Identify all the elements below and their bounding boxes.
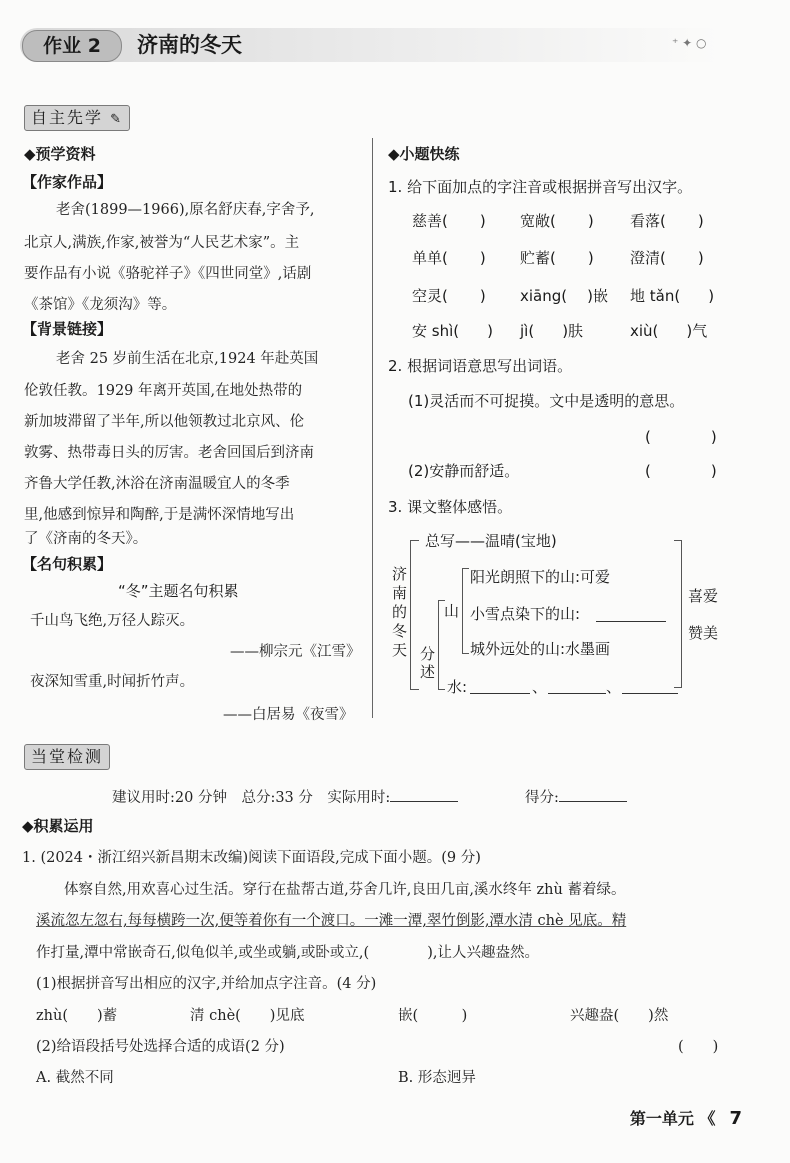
mountain-3: 城外远处的山:水墨画 bbox=[470, 640, 611, 658]
q1-item[interactable]: jì( )肤 bbox=[520, 322, 584, 340]
section-self-study: 自主先学 ✎ bbox=[24, 105, 130, 131]
q1-item[interactable]: 慈善( ) bbox=[412, 212, 486, 230]
background-line-5: 齐鲁大学任教,沐浴在济南温暖宜人的冬季 bbox=[24, 476, 290, 492]
score-label: 得分: bbox=[525, 786, 627, 807]
mountain-1: 阳光朗照下的山:可爱 bbox=[470, 568, 611, 586]
q1-item[interactable]: xiù( )气 bbox=[630, 322, 708, 340]
page-footer bbox=[630, 1106, 742, 1129]
diagram-water: 水: bbox=[447, 678, 468, 696]
quote-1: 千山鸟飞绝,万径人踪灭。 bbox=[30, 613, 195, 629]
author-line-1: 老舍(1899—1966),原名舒庆春,字舍予, bbox=[56, 202, 315, 218]
option-a[interactable]: A. 截然不同 bbox=[36, 1070, 114, 1086]
sub1-item-4[interactable]: 兴趣盎( )然 bbox=[570, 1008, 669, 1024]
column-divider bbox=[372, 138, 373, 718]
question-1: 1. 给下面加点的字注音或根据拼音写出汉字。 bbox=[388, 178, 693, 196]
q1-item[interactable]: 安 shì( ) bbox=[412, 322, 493, 340]
accumulation-heading: ◆积累运用 bbox=[22, 817, 94, 835]
water-sep-1: 、 bbox=[532, 678, 548, 696]
question-3: 3. 课文整体感悟。 bbox=[388, 498, 513, 516]
sub-question-1: (1)根据拼音写出相应的汉字,并给加点字注音。(4 分) bbox=[36, 976, 377, 992]
quote-2-source: ——白居易《夜雪》 bbox=[223, 707, 354, 723]
sub1-item-2[interactable]: 清 chè( )见底 bbox=[190, 1008, 305, 1024]
water-sep-2: 、 bbox=[606, 678, 622, 696]
question-2: 2. 根据词语意思写出词语。 bbox=[388, 357, 573, 375]
mountain-2: 小雪点染下的山: bbox=[470, 605, 581, 623]
passage-line-1: 体察自然,用欢喜心过生活。穿行在盐帮古道,芬舍几许,良田几亩,溪水终年 zhù 蓄着绿。 bbox=[64, 882, 626, 898]
sub1-item-3[interactable]: 嵌( ) bbox=[398, 1008, 468, 1024]
passage-line-3: 作打量,潭中常嵌奇石,似龟似羊,或坐或躺,或卧或立,( ),让人兴趣盎然。 bbox=[36, 945, 539, 961]
q1-item[interactable]: 地 tǎn( ) bbox=[630, 287, 715, 305]
blank-water-2[interactable] bbox=[548, 693, 606, 694]
background-line-1: 老舍 25 岁前生活在北京,1924 年赴英国 bbox=[56, 351, 319, 367]
option-b[interactable]: B. 形态迥异 bbox=[398, 1070, 476, 1086]
sub1-item-1[interactable]: zhù( )蓄 bbox=[36, 1008, 118, 1024]
sub-question-2: (2)给语段括号处选择合适的成语(2 分) bbox=[36, 1039, 285, 1055]
header-decoration: ⁺ ✦ ○ bbox=[672, 36, 707, 50]
author-line-3: 要作品有小说《骆驼祥子》《四世同堂》,话剧 bbox=[24, 266, 312, 282]
diagram-split: 分 述 bbox=[420, 645, 436, 681]
author-line-4: 《茶馆》《龙须沟》等。 bbox=[24, 297, 177, 313]
q1-item[interactable]: xiāng( )嵌 bbox=[520, 287, 608, 305]
quotes-tag: 【名句积累】 bbox=[22, 555, 113, 573]
quote-1-source: ——柳宗元《江雪》 bbox=[230, 644, 361, 660]
blank-water-3[interactable] bbox=[622, 693, 678, 694]
author-tag: 【作家作品】 bbox=[22, 173, 113, 191]
q1-item[interactable]: 单单( ) bbox=[412, 249, 486, 267]
q1-item[interactable]: 看落( ) bbox=[630, 212, 704, 230]
diagram-total: 总写——温晴(宝地) bbox=[425, 532, 557, 550]
q1-item[interactable]: 空灵( ) bbox=[412, 287, 486, 305]
q1-item[interactable]: 宽敞( ) bbox=[520, 212, 594, 230]
answer-paren-2a[interactable]: ( ) bbox=[645, 428, 717, 446]
quotes-title: “冬”主题名句积累 bbox=[118, 582, 239, 600]
background-line-4: 敦雾、热带毒日头的厉害。老舍回国后到济南 bbox=[24, 445, 314, 461]
unit-label: 第一单元 《 bbox=[629, 1109, 716, 1128]
assignment-tag: 作业 2 bbox=[22, 30, 122, 62]
emotion-brace bbox=[674, 540, 682, 688]
background-line-3: 新加坡滞留了半年,所以他领教过北京风、伦 bbox=[24, 414, 305, 430]
page-title: 济南的冬天 bbox=[137, 33, 242, 57]
page-number: 7 bbox=[729, 1108, 742, 1129]
diagram-mountain: 山 bbox=[444, 602, 460, 620]
quote-2: 夜深知雪重,时闻折竹声。 bbox=[30, 674, 195, 690]
quick-practice-heading: ◆小题快练 bbox=[388, 145, 460, 163]
background-line-7: 了《济南的冬天》。 bbox=[24, 531, 148, 547]
section-class-test: 当堂检测 bbox=[24, 744, 110, 770]
emotion-2: 赞美 bbox=[688, 624, 719, 642]
pen-icon: ✎ bbox=[110, 112, 124, 127]
author-line-2: 北京人,满族,作家,被誉为“人民艺术家”。主 bbox=[24, 235, 300, 251]
blank-mountain-2[interactable] bbox=[596, 621, 666, 622]
background-line-2: 伦敦任教。1929 年离开英国,在地处热带的 bbox=[24, 383, 303, 399]
actual-time-blank[interactable] bbox=[390, 801, 458, 802]
test-question-1: 1. (2024・浙江绍兴新昌期末改编)阅读下面语段,完成下面小题。(9 分) bbox=[22, 850, 481, 866]
background-line-6: 里,他感到惊异和陶醉,于是满怀深情地写出 bbox=[24, 507, 295, 523]
emotion-1: 喜爱 bbox=[688, 587, 719, 605]
diagram-root: 济 南 的 冬 天 bbox=[392, 565, 408, 659]
question-2a: (1)灵活而不可捉摸。文中是透明的意思。 bbox=[408, 392, 685, 410]
root-brace bbox=[410, 540, 419, 690]
passage-line-2: 溪流忽左忽右,每每横跨一次,便等着你有一个渡口。一滩一潭,翠竹倒影,潭水清 chè 见底。精 bbox=[36, 913, 627, 929]
question-2b: (2)安静而舒适。 bbox=[408, 462, 520, 480]
header-bar bbox=[20, 28, 720, 62]
q1-item[interactable]: 贮蓄( ) bbox=[520, 249, 594, 267]
sub2-answer-paren[interactable]: ( ) bbox=[678, 1039, 719, 1055]
background-tag: 【背景链接】 bbox=[22, 320, 113, 338]
answer-paren-2b[interactable]: ( ) bbox=[645, 462, 717, 480]
blank-water-1[interactable] bbox=[470, 693, 530, 694]
prestudy-heading: ◆预学资料 bbox=[24, 145, 96, 163]
q1-item[interactable]: 澄清( ) bbox=[630, 249, 704, 267]
timing-info: 建议用时:20 分钟 总分:33 分 实际用时: bbox=[112, 786, 458, 807]
mountain-brace bbox=[462, 568, 469, 654]
score-blank[interactable] bbox=[559, 801, 627, 802]
